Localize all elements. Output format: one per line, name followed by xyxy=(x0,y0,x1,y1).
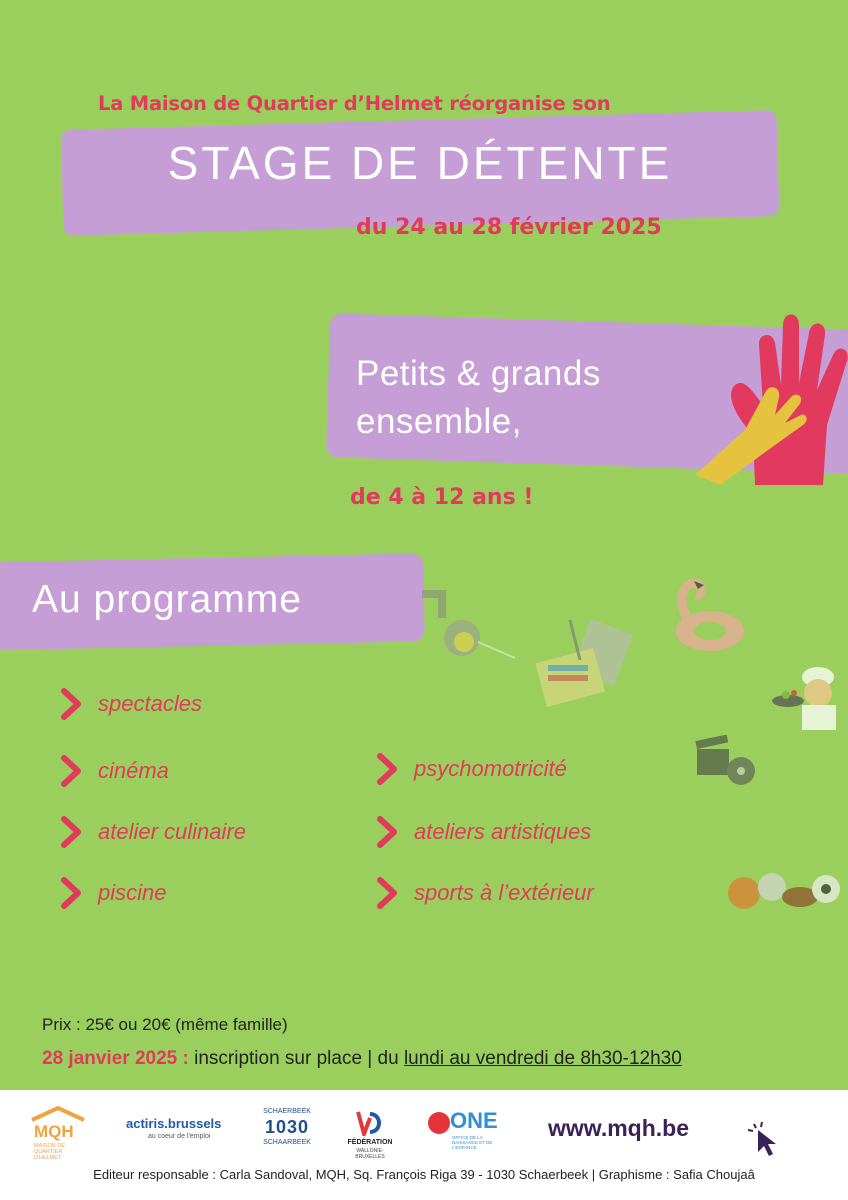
editor-credits: Editeur responsable : Carla Sandoval, MQH, Sq. François Riga 39 - 1030 Schaerbeek | Graphisme : Safia Choujaâ xyxy=(93,1167,755,1182)
registration-sep: : xyxy=(177,1048,195,1069)
art-supplies-icon xyxy=(530,615,635,715)
hands-illustration xyxy=(695,305,848,485)
activity-piscine xyxy=(60,877,166,909)
chevron-right-icon xyxy=(60,755,82,787)
chevron-right-icon xyxy=(376,816,398,848)
chevron-right-icon xyxy=(376,877,398,909)
cursor-click-icon xyxy=(744,1118,784,1158)
activity-ateliers-artistiques xyxy=(376,816,591,848)
activity-atelier-culinaire xyxy=(60,816,246,848)
federation-logo: FÉDÉRATION WALLONIE-BRUXELLES xyxy=(344,1110,396,1160)
registration-text: inscription sur place | du xyxy=(194,1048,404,1069)
federation-emblem-icon xyxy=(354,1110,384,1136)
activity-label: atelier culinaire xyxy=(98,819,246,844)
one-logo: ONE OFFICE DE LA NAISSANCE ET DE L'ENFANCE xyxy=(428,1108,498,1158)
age-range: de 4 à 12 ans ! xyxy=(350,485,534,510)
audience-text xyxy=(356,350,726,446)
activity-label: cinéma xyxy=(98,758,169,783)
website-link[interactable]: www.mqh.be xyxy=(548,1115,689,1141)
flamingo-float-icon xyxy=(668,575,748,655)
poster-title: STAGE DE DÉTENTE xyxy=(167,137,673,189)
audience-line-1: Petits & grands xyxy=(356,354,601,393)
chef-icon xyxy=(770,655,848,730)
chevron-right-icon xyxy=(60,877,82,909)
activity-label: piscine xyxy=(98,880,167,905)
chevron-right-icon xyxy=(376,753,398,785)
intro-text: La Maison de Quartier d’Helmet réorganise son xyxy=(98,92,611,115)
activity-spectacles xyxy=(60,688,202,720)
program-title: Au programme xyxy=(32,578,302,621)
activity-label: spectacles xyxy=(98,691,202,716)
house-roof-icon xyxy=(30,1106,86,1122)
chevron-right-icon xyxy=(60,688,82,720)
one-ball-icon xyxy=(428,1112,450,1134)
sports-balls-icon xyxy=(722,865,848,915)
footer xyxy=(0,1090,848,1200)
spotlight-icon xyxy=(420,580,520,670)
registration-date: 28 janvier 2025 xyxy=(42,1048,178,1069)
activity-label: sports à l’extérieur xyxy=(414,880,594,905)
activity-cinema xyxy=(60,755,169,787)
activity-label: psychomotricité xyxy=(414,756,567,781)
price-info: Prix : 25€ ou 20€ (même famille) xyxy=(42,1015,288,1034)
activity-sports-exterieur xyxy=(376,877,594,909)
actiris-logo: actiris.brussels au coeur de l'emploi xyxy=(126,1116,222,1140)
event-dates: du 24 au 28 février 2025 xyxy=(356,215,662,240)
schaerbeek-logo: SCHAERBEEK 1030 SCHAARBEEK xyxy=(263,1108,311,1146)
mqh-logo: MQH MAISON DE QUARTIER D'HELMET xyxy=(30,1106,90,1166)
chevron-right-icon xyxy=(60,816,82,848)
film-clapper-icon xyxy=(695,735,757,790)
registration-info xyxy=(42,1048,682,1070)
activity-psychomotricite xyxy=(376,753,567,785)
audience-line-2: ensemble, xyxy=(356,402,522,441)
activity-label: ateliers artistiques xyxy=(414,819,592,844)
registration-hours: lundi au vendredi de 8h30-12h30 xyxy=(403,1048,682,1069)
